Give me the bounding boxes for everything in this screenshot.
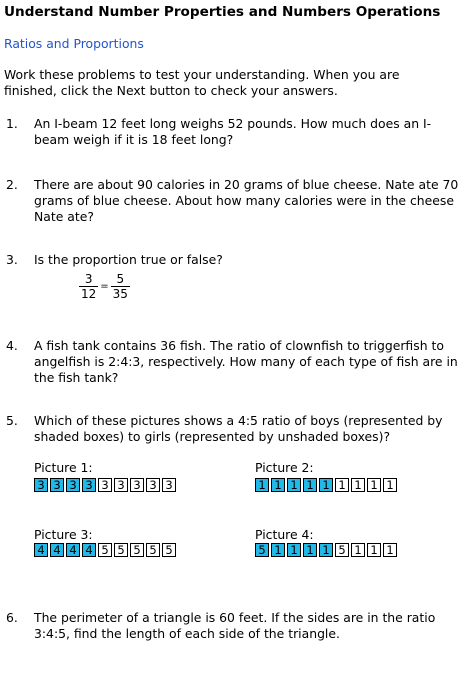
question-number: 4. bbox=[6, 338, 18, 353]
picture-2-label: Picture 2: bbox=[255, 460, 314, 475]
shaded-box: 1 bbox=[271, 478, 285, 492]
unshaded-box: 1 bbox=[367, 478, 381, 492]
unshaded-box: 1 bbox=[383, 478, 397, 492]
shaded-box: 3 bbox=[34, 478, 48, 492]
shaded-box: 1 bbox=[319, 543, 333, 557]
unshaded-box: 5 bbox=[130, 543, 144, 557]
question-text: An I-beam 12 feet long weighs 52 pounds. How much does an I-beam weigh if it is 18 feet long? bbox=[34, 116, 432, 147]
fraction-right bbox=[111, 272, 130, 301]
shaded-box: 5 bbox=[255, 543, 269, 557]
equals-sign: = bbox=[100, 280, 109, 292]
unshaded-box: 1 bbox=[383, 543, 397, 557]
shaded-box: 1 bbox=[255, 478, 269, 492]
shaded-box: 1 bbox=[271, 543, 285, 557]
question-text: Which of these pictures shows a 4:5 ratio of boys (represented by shaded boxes) to girls (represented by unshaded boxes)? bbox=[34, 413, 443, 444]
fraction-numerator: 5 bbox=[111, 272, 130, 287]
page-subtitle: Ratios and Proportions bbox=[4, 36, 144, 51]
shaded-box: 3 bbox=[50, 478, 64, 492]
picture-1-label: Picture 1: bbox=[34, 460, 93, 475]
unshaded-box: 5 bbox=[114, 543, 128, 557]
question-number: 3. bbox=[6, 252, 18, 267]
question-text: The perimeter of a triangle is 60 feet. If the sides are in the ratio 3:4:5, find the length of each side of the triangle. bbox=[34, 610, 436, 641]
question-text: There are about 90 calories in 20 grams of blue cheese. Nate ate 70 grams of blue cheese. About how many calories were in the cheese Nate ate? bbox=[34, 177, 459, 224]
shaded-box: 1 bbox=[287, 478, 301, 492]
fraction-left bbox=[79, 272, 98, 301]
shaded-box: 1 bbox=[287, 543, 301, 557]
fraction-numerator: 3 bbox=[79, 272, 98, 287]
page-title: Understand Number Properties and Numbers Operations bbox=[4, 4, 441, 20]
question-number: 2. bbox=[6, 177, 18, 192]
unshaded-box: 1 bbox=[367, 543, 381, 557]
picture-4-label: Picture 4: bbox=[255, 527, 314, 542]
unshaded-box: 3 bbox=[146, 478, 160, 492]
question-2 bbox=[6, 177, 461, 225]
shaded-box: 3 bbox=[66, 478, 80, 492]
question-text: Is the proportion true or false? bbox=[34, 252, 223, 267]
fraction-denominator: 12 bbox=[81, 287, 97, 301]
intro-text: Work these problems to test your understanding. When you are finished, click the Next button to check your answers. bbox=[4, 67, 400, 98]
unshaded-box: 1 bbox=[351, 478, 365, 492]
question-text: A fish tank contains 36 fish. The ratio of clownfish to triggerfish to angelfish is 2:4:3, respectively. How many of each type of fish are in the fish tank? bbox=[34, 338, 458, 385]
question-5 bbox=[6, 413, 461, 445]
shaded-box: 3 bbox=[82, 478, 96, 492]
picture-1-boxes bbox=[34, 478, 178, 494]
question-3 bbox=[6, 252, 461, 268]
shaded-box: 1 bbox=[303, 478, 317, 492]
shaded-box: 4 bbox=[34, 543, 48, 557]
shaded-box: 4 bbox=[66, 543, 80, 557]
question-6 bbox=[6, 610, 461, 642]
unshaded-box: 1 bbox=[351, 543, 365, 557]
question-number: 6. bbox=[6, 610, 18, 625]
unshaded-box: 1 bbox=[335, 478, 349, 492]
picture-4-boxes bbox=[255, 543, 399, 559]
unshaded-box: 3 bbox=[114, 478, 128, 492]
unshaded-box: 5 bbox=[162, 543, 176, 557]
unshaded-box: 5 bbox=[98, 543, 112, 557]
question-number: 1. bbox=[6, 116, 18, 131]
picture-2-boxes bbox=[255, 478, 399, 494]
shaded-box: 1 bbox=[319, 478, 333, 492]
shaded-box: 1 bbox=[303, 543, 317, 557]
question-number: 5. bbox=[6, 413, 18, 428]
unshaded-box: 5 bbox=[335, 543, 349, 557]
unshaded-box: 3 bbox=[162, 478, 176, 492]
unshaded-box: 3 bbox=[98, 478, 112, 492]
unshaded-box: 5 bbox=[146, 543, 160, 557]
question-1 bbox=[6, 116, 461, 148]
shaded-box: 4 bbox=[82, 543, 96, 557]
picture-3-label: Picture 3: bbox=[34, 527, 93, 542]
picture-3-boxes bbox=[34, 543, 178, 559]
fraction-denominator: 35 bbox=[112, 287, 128, 301]
unshaded-box: 3 bbox=[130, 478, 144, 492]
question-4 bbox=[6, 338, 461, 386]
shaded-box: 4 bbox=[50, 543, 64, 557]
proportion-equation bbox=[79, 272, 130, 301]
